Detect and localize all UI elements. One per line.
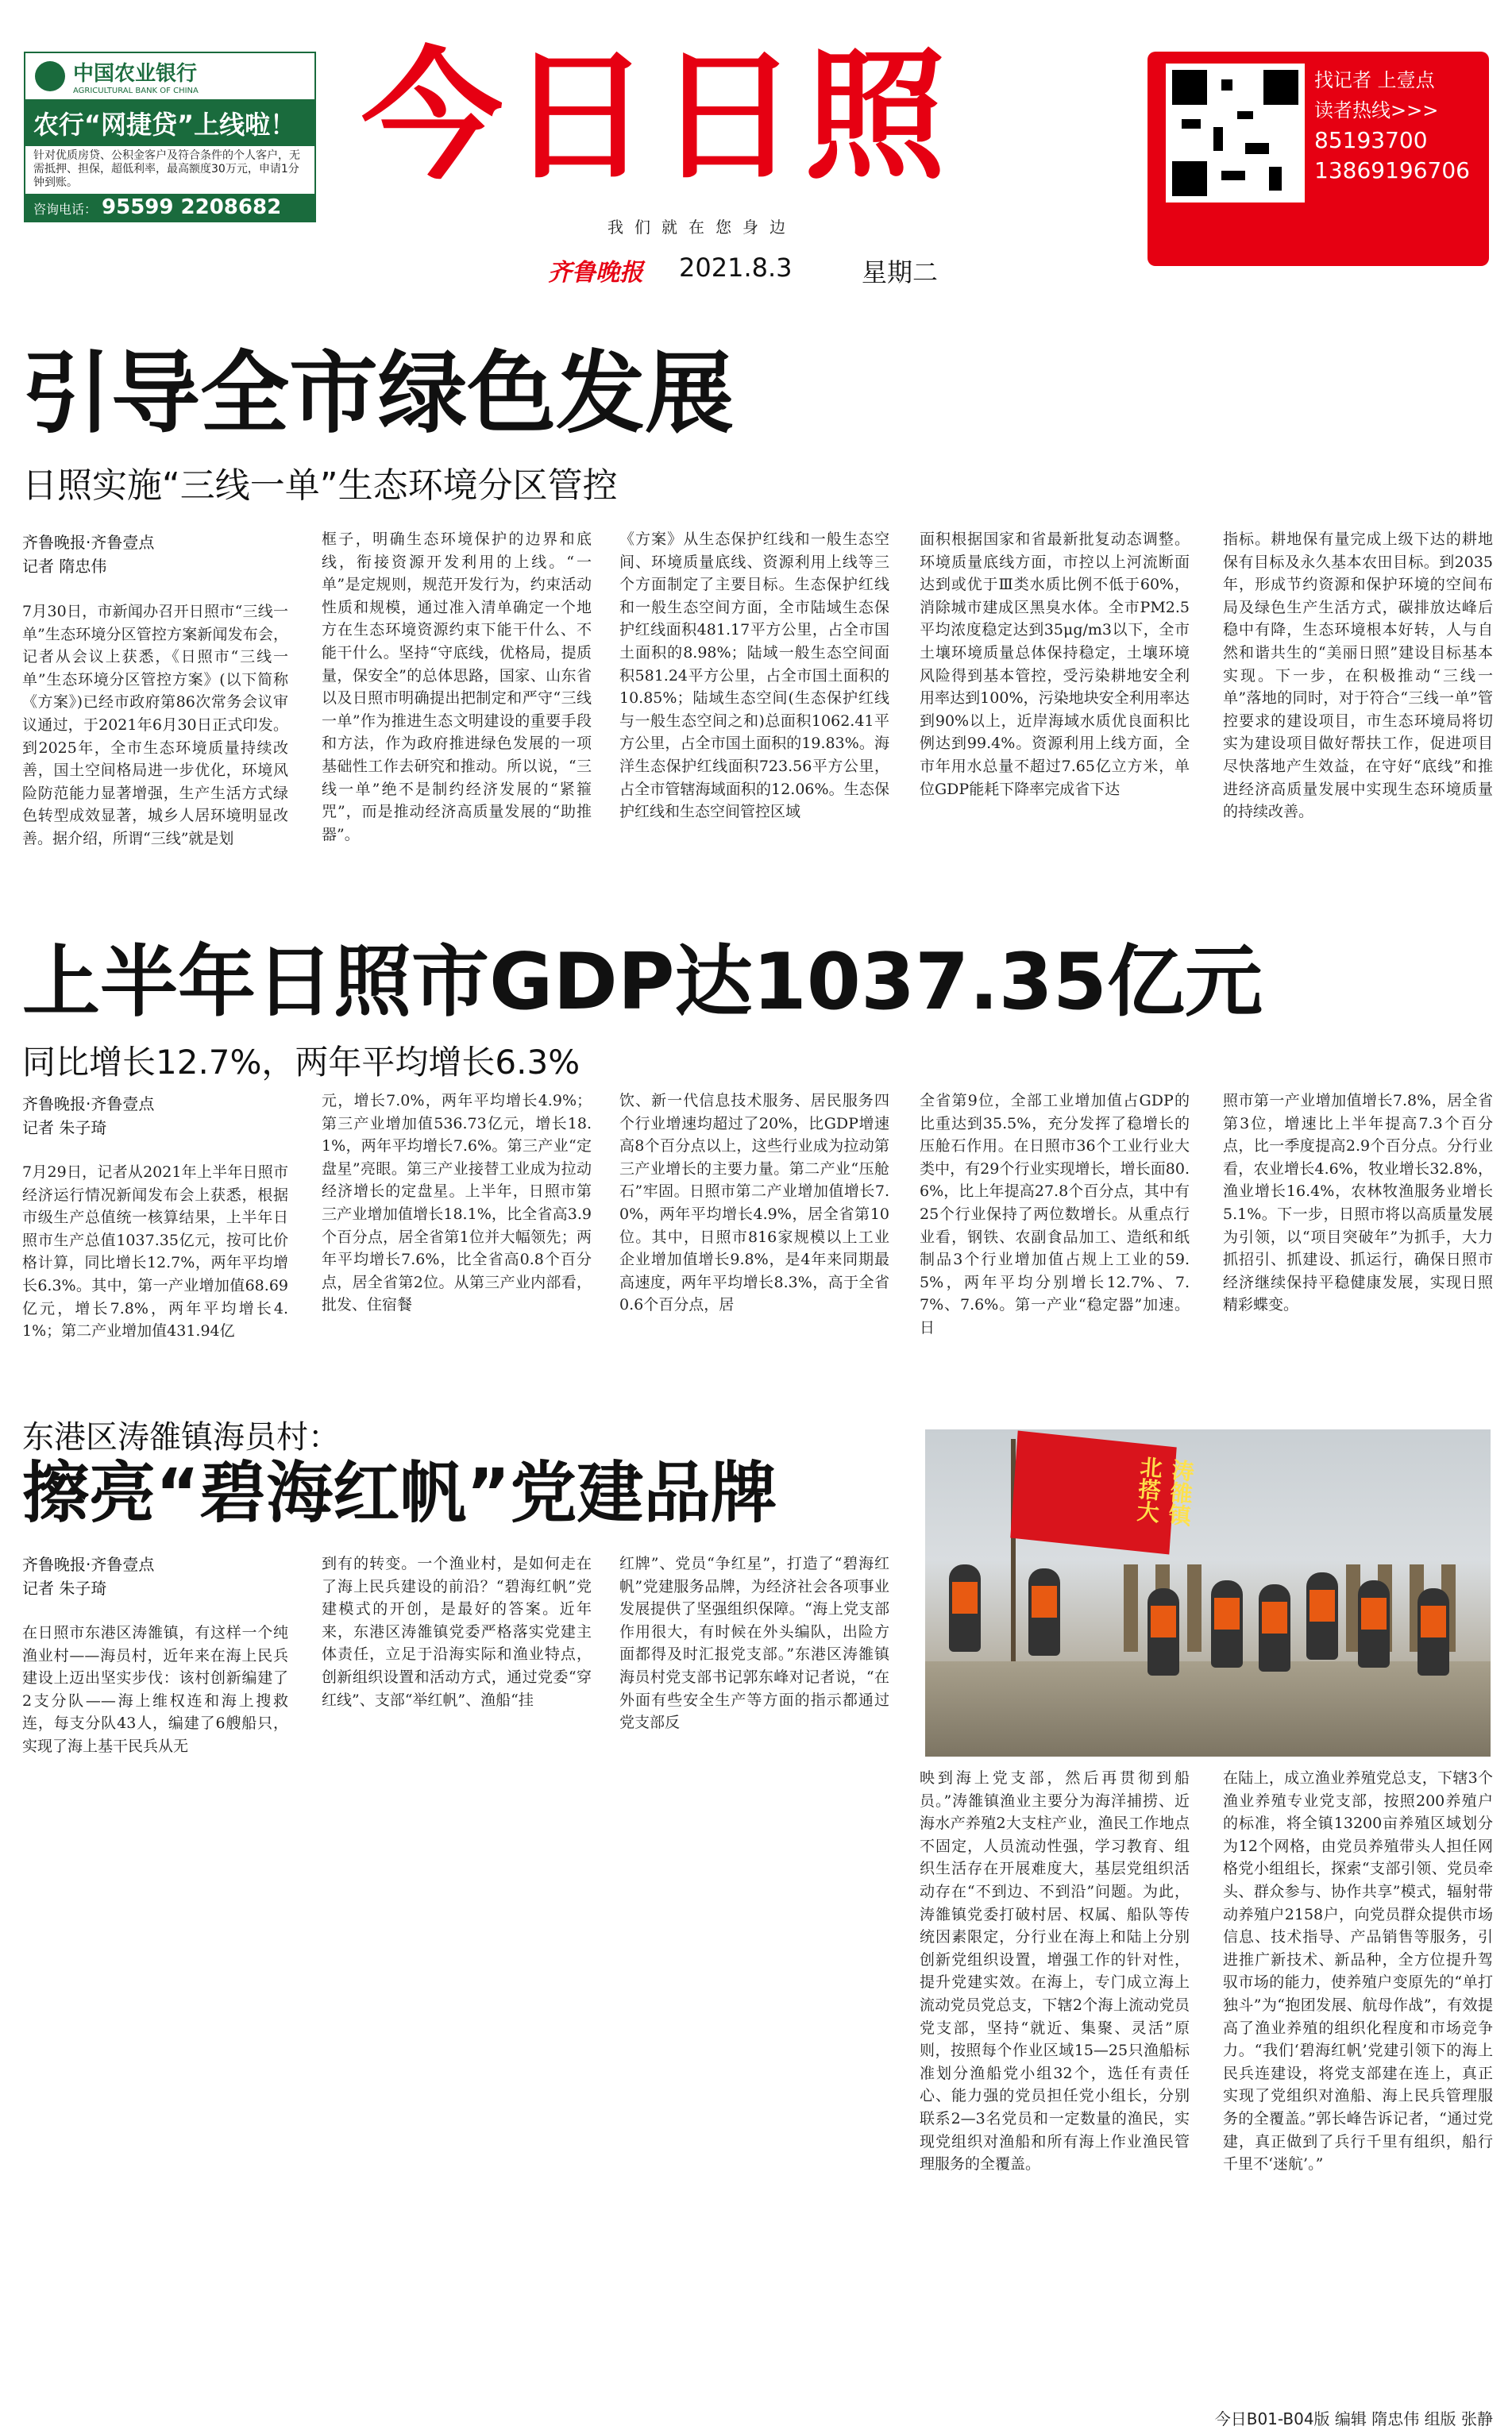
article1-reporter: 记者 隋忠伟 [22, 557, 107, 576]
wooden-post [1187, 1564, 1202, 1652]
article1-source: 齐鲁晚报·齐鲁壹点 [22, 533, 155, 552]
ad-phone: 95599 2208682 [102, 195, 282, 219]
bank-logo-row [25, 53, 314, 100]
worker-figure [1418, 1588, 1449, 1676]
worker-figure [1259, 1584, 1290, 1672]
article1-headline: 引导全市绿色发展 [22, 342, 734, 446]
worker-figure [949, 1564, 981, 1652]
red-flag [1010, 1430, 1196, 1554]
article3-column-1: 在日照市东港区涛雒镇，有这样一个纯渔业村——海员村，近年来在海上民兵建设上迈出坚实步伐：该村创新编建了2支分队——海上维权连和海上搜救连，每支分队43人，编建了6艘船只，实现了海上基干民兵从无 [22, 1624, 288, 1755]
article3-column-3: 红牌”、党员“争红星”，打造了“碧海红帆”党建服务品牌，为经济社会各项事业发展提供了坚强组织保障。“海上党支部作用很大，有时候在外头编队，出险方面都得及时汇报党支部。”东港区涛雒镇海员村党支部书记郭东峰对记者说，“在外面有些安全生产等方面的指示都通过党支部反 [619, 1555, 889, 1732]
article2-column-3: 饮、新一代信息技术服务、居民服务四个行业增速均超过了20%，比GDP增速高8个百分点以上，这些行业成为拉动第三产业增长的主要力量。第二产业“压舱石”牢固。日照市第二产业增加值增长7.0%，两年平均增长4.9%，居全省第10位。其中，日照市816家规模以上工业企业增加值增长9.8%，是4年来同期最高速度，两年平均增长8.3%，高于全省0.6个百分点，居 [619, 1092, 889, 1314]
article3-source: 齐鲁晚报·齐鲁壹点 [22, 1555, 155, 1574]
article3-column-5: 在陆上，成立渔业养殖党总支，下辖3个渔业养殖专业党支部，按照200养殖户的标准，将全镇13200亩养殖区域划分为12个网格，由党员养殖带头人担任网格党小组组长，探索“支部引领、党员牵头、群众参与、协作共享”模式，辐射带动养殖户2158户，向党员群众提供市场信息、技术指导、产品销售等服务，引进推广新技术、新品种，全方位提升驾驭市场的能力，使养殖户变原先的“单打独斗”为“抱团发展、航母作战”，有效提高了渔业养殖的组织化程度和市场竞争力。“我们‘碧海红帆’党建引领下的海上民兵连建设，将党支部建在连上，真正实现了党组织对渔船、海上民兵管理服务的全覆盖。”郭长峰告诉记者，“通过党建，真正做到了兵行千里有组织，船行千里不‘迷航’。” [1223, 1769, 1493, 2174]
article2-column-4: 全省第9位，全部工业增加值占GDP的比重达到35.5%，充分发挥了稳增长的压舱石作用。在日照市36个工业行业大类中，有29个行业实现增长，增长面80.6%，比上年提高27.8个百分点，其中有25个行业保持了两位数增长。从重点行业看，钢铁、农副食品加工、造纸和纸制品3个行业增加值占规上工业的59.5%，两年平均分别增长12.7%、7.7%、7.6%。第一产业“稳定器”加速。日 [920, 1092, 1190, 1337]
article2-reporter: 记者 朱子琦 [22, 1118, 107, 1137]
hotline-phone2: 13869196706 [1314, 157, 1470, 183]
article2-subhead: 同比增长12.7%，两年平均增长6.3% [22, 1043, 580, 1082]
news-photo [925, 1429, 1491, 1757]
article2-column-5: 照市第一产业增加值增长7.8%，居全省第3位，增速比上半年提高7.3个百分点，比一季度提高2.9个百分点。分行业看，农业增长4.6%，牧业增长32.8%，渔业增长16.4%，农林牧渔服务业增长5.1%。下一步，日照市将以高质量发展为引领，以“项目突破年”为抓手，大力抓招引、抓建设、抓运行，确保日照市经济继续保持平稳健康发展，实现日照精彩蝶变。 [1223, 1092, 1493, 1314]
worker-figure [1306, 1572, 1338, 1660]
worker-figure [1148, 1588, 1179, 1676]
article2-column-1: 7月29日，记者从2021年上半年日照市经济运行情况新闻发布会上获悉，根据市级生产总值统一核算结果，上半年日照市生产总值1037.35亿元，按可比价格计算，同比增长12.7%，两年平均增长6.3%。其中，第一产业增加值68.69亿元，增长7.8%，两年平均增长4.1%；第二产业增加值431.94亿 [22, 1163, 288, 1340]
worker-figure [1028, 1568, 1060, 1656]
flag-text: 涛雒镇 北搭大 [1132, 1454, 1196, 1528]
article1-column-4: 面积根据国家和省最新批复动态调整。环境质量底线方面，市控以上河流断面达到或优于Ⅲ类水质比例不低于60%，消除城市建成区黑臭水体。全市PM2.5平均浓度稳定达到35μg/m3以下，全市土壤环境质量总体保持稳定，土壤环境风险得到基本管控，受污染耕地安全利用率达到100%，污染地块安全利用率达到90%以上，近岸海域水质优良面积比例达到99.4%。资源利用上线方面，全市年用水总量不超过7.65亿立方米，单位GDP能耗下降率完成省下达 [920, 530, 1190, 798]
paper-name-logo: 齐鲁晚报 [548, 259, 643, 287]
article3-column-4: 映到海上党支部，然后再贯彻到船员。”涛雒镇渔业主要分为海洋捕捞、近海水产养殖2大支柱产业，渔民工作地点不固定，人员流动性强，学习教育、组织生活存在开展难度大，基层党组织活动存在“不到边、不到沿”问题。为此，涛雒镇党委打破村居、权属、船队等传统因素限定，分行业在海上和陆上分别创新党组织设置，增强工作的针对性，提升党建实效。在海上，专门成立海上流动党员党总支，下辖2个海上流动党员党支部，坚持“就近、集聚、灵活”原则，按照每个作业区域15—25只渔船标准划分渔船党小组32个，选任有责任心、能力强的党员担任党小组长，分别联系2—3名党员和一定数量的渔民，实现党组织对渔船和所有海上作业渔民管理服务的全覆盖。 [920, 1769, 1190, 2174]
ad-description: 针对优质房贷、公积金客户及符合条件的个人客户，无需抵押、担保，超低利率，最高额度30万元，申请1分钟到账。 [33, 149, 300, 189]
article1-column-3: 《方案》从生态保护红线和一般生态空间、环境质量底线、资源利用上线等三个方面制定了主要目标。生态保护红线和一般生态空间方面，全市陆域生态保护红线面积481.17平方公里，占全市国土面积的8.98%；陆域一般生态空间面积581.24平方公里，占全市国土面积的10.85%；陆域生态空间(生态保护红线与一般生态空间之和)总面积1062.41平方公里，占全市国土面积的19.83%。海洋生态保护红线面积723.56平方公里，占全市管辖海域面积的12.06%。生态保护红线和生态空间管控区域 [619, 530, 889, 821]
hotline-text [1314, 65, 1470, 186]
article2-column-2: 元，增长7.0%，两年平均增长4.9%；第三产业增加值536.73亿元，增长18.1%，两年平均增长7.6%。第三产业“定盘星”亮眼。第三产业接替工业成为拉动经济增长的定盘星。上半年，日照市第三产业增加值增长18.1%，比全省高3.9个百分点，居全省第1位并大幅领先；两年平均增长7.6%，比全省高0.8个百分点，居全省第2位。从第三产业内部看，批发、住宿餐 [322, 1092, 592, 1314]
article2-source: 齐鲁晚报·齐鲁壹点 [22, 1094, 155, 1113]
article3-kicker: 东港区涛雒镇海员村： [22, 1419, 340, 1456]
bank-name-en: AGRICULTURAL BANK OF CHINA [73, 87, 199, 95]
article1-column-2: 框子，明确生态环境保护的边界和底线，衔接资源开发利用的上线。“一单”是定规则，规范开发行为，约束活动性质和规模，通过准入清单确定一个地方在生态环境资源约束下能干什么、不能干什么。坚持“守底线，优格局，提质量，保安全”的总体思路，国家、山东省以及日照市明确提出把制定和严守“三线一单”作为推进生态文明建设的重要手段和方法，作为政府推进绿色发展的一项基础性工作去研究和推动。所以说，“三线一单”绝不是制约经济发展的“紧箍咒”，而是推动经济高质量发展的“助推器”。 [322, 530, 592, 843]
worker-figure [1358, 1580, 1390, 1668]
bank-advertisement [24, 52, 316, 222]
ad-phone-row [25, 194, 314, 221]
article1-column-5: 指标。耕地保有量完成上级下达的耕地保有目标及永久基本农田目标。到2035年，形成节约资源和保护环境的空间布局及绿色生产生活方式，碳排放达峰后稳中有降，生态环境根本好转，人与自然和谐共生的“美丽日照”建设目标基本实现。下一步，在积极推动“三线一单”落地的同时，对于符合“三线一单”管控要求的建设项目，市生态环境局将切实为建设项目做好帮扶工作，促进项目尽快落地产生效益，在守好“底线”和推进经济高质量发展中实现生态环境质量的持续改善。 [1223, 530, 1493, 821]
hotline-phone1: 85193700 [1314, 127, 1428, 153]
article3-column-2: 到有的转变。一个渔业村，是如何走在了海上民兵建设的前沿？“碧海红帆”党建模式的开创，是最好的答案。近年来，东港区涛雒镇党委严格落实党建主体责任，立足于沿海实际和渔业特点，创新组织设置和活动方式，通过党委“穿红线”、支部“举红帆”、渔船“挂 [322, 1555, 592, 1709]
wooden-post [1124, 1564, 1138, 1652]
article3-reporter: 记者 朱子琦 [22, 1579, 107, 1598]
worker-figure [1211, 1580, 1243, 1668]
motto: 我们就在您身边 [608, 218, 796, 237]
bank-name: 中国农业银行 [73, 62, 198, 86]
newspaper-title: 今日日照 [361, 34, 952, 199]
issue-date: 2021.8.3 [679, 253, 793, 283]
article1-subhead: 日照实施“三线一单”生态环境分区管控 [22, 465, 618, 506]
hotline-line2: 读者热线>>> [1314, 99, 1439, 122]
ad-phone-label: 咨询电话： [33, 202, 98, 217]
hotline-line1: 找记者 上壹点 [1314, 69, 1435, 91]
page-footer: 今日B01-B04版 编辑 隋忠伟 组版 张静 [1214, 2409, 1493, 2428]
ad-slogan: 农行“网捷贷”上线啦！ [25, 100, 314, 146]
bank-logo-icon [35, 61, 65, 91]
article1-byline [22, 530, 154, 578]
article3-byline [22, 1553, 154, 1600]
article2-headline: 上半年日照市GDP达1037.35亿元 [22, 937, 1263, 1028]
beach-sand [925, 1661, 1491, 1757]
article1-column-1: 7月30日，市新闻办召开日照市“三线一单”生态环境分区管控方案新闻发布会，记者从会议上获悉，《日照市“三线一单”生态环境分区管控方案》(以下简称《方案》)已经市政府第86次常务会议审议通过，于2021年6月30日正式印发。到2025年，全市生态环境质量持续改善，国土空间格局进一步优化，环境风险防范能力显著增强，生产生活方式绿色转型成效显著，城乡人居环境明显改善。据介绍，所谓“三线”就是划 [22, 603, 288, 847]
issue-weekday: 星期二 [862, 257, 939, 287]
article2-byline [22, 1092, 154, 1140]
qr-code-icon[interactable] [1166, 64, 1305, 203]
article3-headline: 擦亮“碧海红帆”党建品牌 [22, 1454, 777, 1532]
